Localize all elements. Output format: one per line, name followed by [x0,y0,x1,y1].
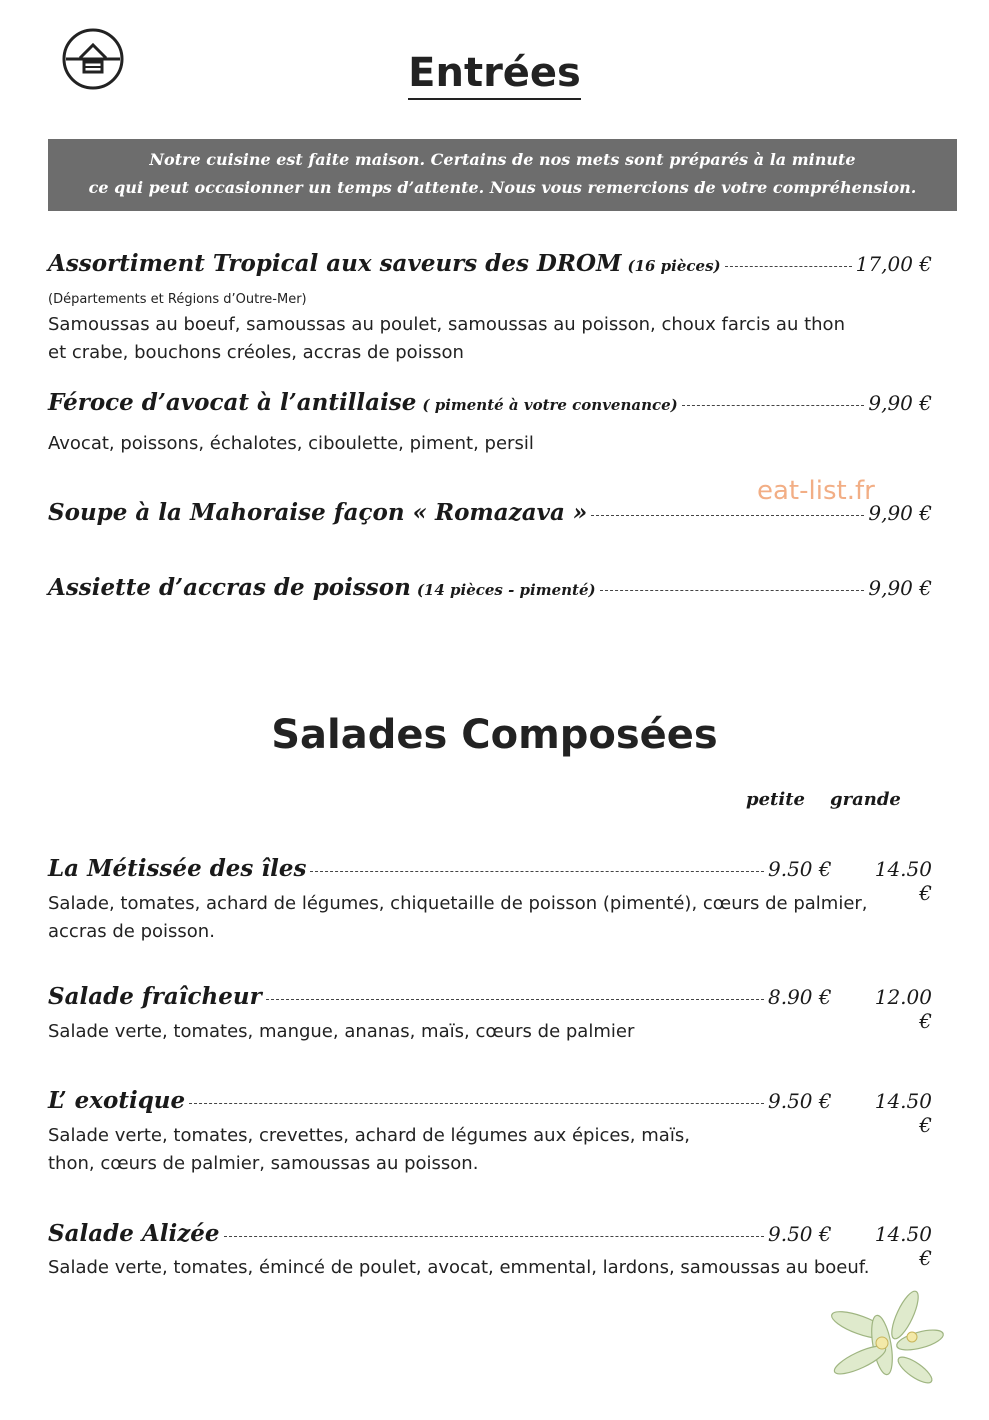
item-note: ( pimenté à votre convenance) [422,396,678,414]
dotted-leader [682,405,865,406]
item-description [48,1018,634,1046]
item-note: (16 pièces) [627,257,721,275]
description-line: Samoussas au boeuf, samoussas au poulet, samoussas au poisson, choux farcis au thon [48,314,845,335]
price-large: 14.50 € [874,857,932,905]
item-subnote: (Départements et Régions d’Outre-Mer) [48,292,307,307]
menu-item-accras [48,574,932,601]
item-name: Assortiment Tropical aux saveurs des DROM [48,250,622,277]
item-note: (14 pièces - pimenté) [416,581,596,599]
price-large: 12.00 € [874,985,932,1033]
salades-title: Salades Composées [271,712,718,758]
menu-item-assortiment [48,250,932,277]
item-description [48,311,845,367]
description-line: Avocat, poissons, échalotes, ciboulette, piment, persil [48,433,534,454]
item-price: 9,90 € [868,576,932,600]
price-small: 8.90 € [768,985,832,1009]
menu-item-feroce [48,389,932,416]
column-header-grande: grande [830,789,901,810]
item-price: 9,90 € [868,391,932,415]
item-price: 17,00 € [855,252,932,276]
description-line: thon, cœurs de palmier, samoussas au poisson. [48,1153,479,1174]
dotted-leader [725,266,852,267]
notice-line-2: ce qui peut occasionner un temps d’attente. Nous vous remercions de votre compréhension. [88,178,917,197]
dotted-leader [224,1236,764,1237]
item-name: Féroce d’avocat à l’antillaise [48,389,417,416]
price-small: 9.50 € [768,1089,832,1113]
description-line: accras de poisson. [48,921,215,942]
description-line: Salade verte, tomates, émincé de poulet, avocat, emmental, lardons, samoussas au boeuf. [48,1257,870,1278]
item-name: La Métissée des îles [48,855,307,882]
dotted-leader [189,1103,764,1104]
price-large: 14.50 € [874,1222,932,1270]
item-description [48,890,868,946]
item-description [48,1254,870,1282]
item-description [48,430,534,458]
description-line: Salade, tomates, achard de légumes, chiquetaille de poisson (pimenté), cœurs de palmier, [48,893,868,914]
description-line: Salade verte, tomates, mangue, ananas, maïs, cœurs de palmier [48,1021,635,1042]
item-prices [768,1089,932,1137]
dotted-leader [591,515,864,516]
dotted-leader [310,871,764,872]
item-description [48,1122,690,1178]
item-name: Assiette d’accras de poisson [48,574,411,601]
entrees-title: Entrées [0,50,989,96]
price-small: 9.50 € [768,1222,832,1246]
price-small: 9.50 € [768,857,832,881]
item-name: Soupe à la Mahoraise façon « Romazava » [48,499,588,526]
dotted-leader [600,590,865,591]
item-name: Salade fraîcheur [48,983,262,1010]
notice-line-1: Notre cuisine est faite maison. Certains de nos mets sont préparés à la minute [149,150,856,169]
item-name: Salade Alizée [48,1220,220,1247]
item-price: 9,90 € [868,501,932,525]
description-line: et crabe, bouchons créoles, accras de poisson [48,342,464,363]
kitchen-notice [48,139,957,211]
vanilla-flower-icon [820,1285,950,1397]
price-large: 14.50 € [874,1089,932,1137]
dotted-leader [266,999,764,1000]
item-name: L’ exotique [48,1087,186,1114]
watermark-text: eat-list.fr [757,476,875,506]
item-prices [768,985,932,1033]
description-line: Salade verte, tomates, crevettes, achard de légumes aux épices, maïs, [48,1125,690,1146]
column-header-petite: petite [746,789,805,810]
